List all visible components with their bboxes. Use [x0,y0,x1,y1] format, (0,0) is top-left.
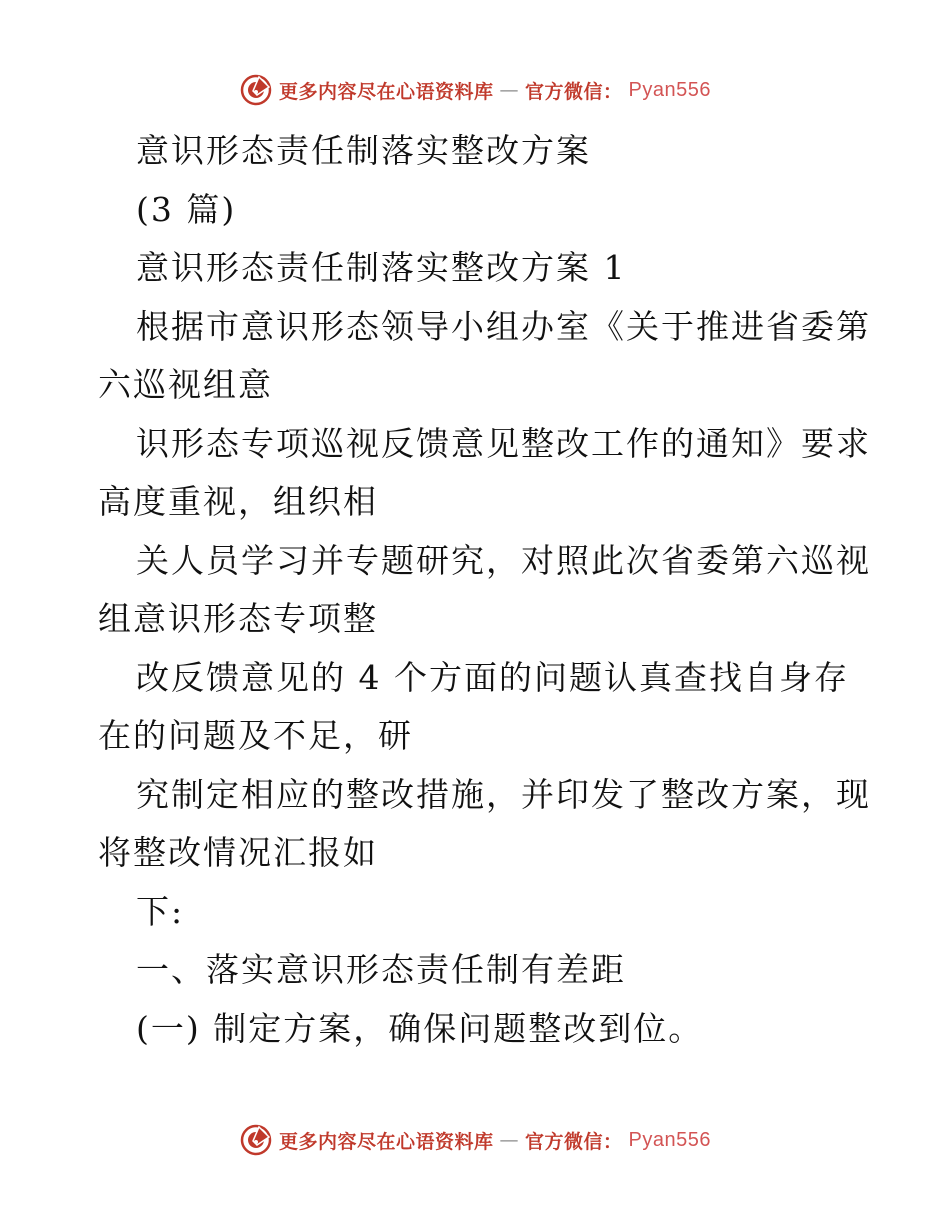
document-line: 识形态专项巡视反馈意见整改工作的通知》要求 [136,423,871,463]
document-line: 究制定相应的整改措施，并印发了整改方案，现 [136,774,871,814]
document-body [98,122,871,1058]
pen-logo-icon [239,1123,273,1157]
watermark-wechat-id: Pyan556 [628,1128,711,1151]
watermark-wechat-id: Pyan556 [628,78,711,101]
document-line: 一、落实意识形态责任制有差距 [136,950,626,989]
watermark-separator: — [499,79,520,101]
document-line: 六巡视组意 [98,365,273,404]
watermark-main-text: 更多内容尽在心语资料库 [279,1130,494,1153]
document-line: 将整改情况汇报如 [98,833,378,872]
watermark-main-text: 更多内容尽在心语资料库 [279,80,494,103]
document-line: (一) 制定方案，确保问题整改到位。 [136,1008,704,1048]
document-line: 意识形态责任制落实整改方案 1 [136,248,627,287]
watermark-separator: — [499,1129,520,1151]
document-line: 关人员学习并专题研究，对照此次省委第六巡视 [136,540,871,580]
document-line: 组意识形态专项整 [98,599,378,638]
document-line: 根据市意识形态领导小组办室《关于推进省委第 [136,306,871,346]
watermark-label: 官方微信： [525,1130,623,1153]
header-watermark [0,70,950,110]
document-line: 高度重视，组织相 [98,482,378,521]
document-line: 在的问题及不足，研 [98,716,413,755]
document-line: (3 篇) [136,189,237,229]
document-line: 下: [136,891,185,931]
watermark-label: 官方微信： [525,80,623,103]
pen-logo-icon [239,73,273,107]
document-line: 改反馈意见的 4 个方面的问题认真查找自身存 [136,657,849,697]
document-line: 意识形态责任制落实整改方案 [136,131,591,170]
footer-watermark [0,1120,950,1160]
